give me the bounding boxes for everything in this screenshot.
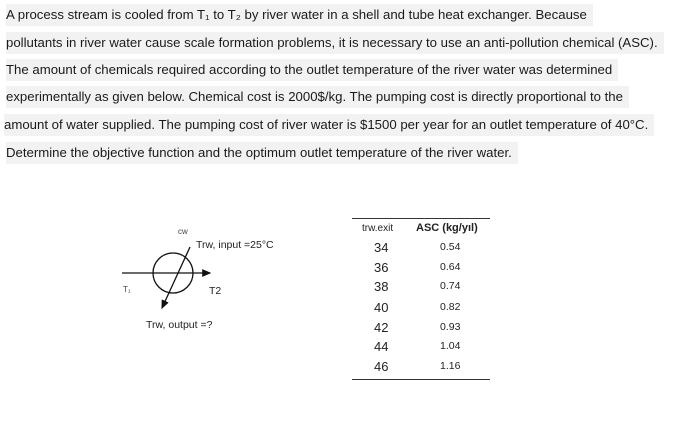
header-trw-exit: trw.exit	[362, 223, 394, 234]
table-row	[352, 300, 492, 320]
asc-cell: 1.04	[440, 340, 461, 352]
trw-exit-cell: 46	[374, 359, 389, 374]
trw-exit-cell: 34	[374, 240, 389, 255]
trw-exit-cell: 42	[374, 320, 389, 335]
problem-line-6: Determine the objective function and the optimum outlet temperature of the river water.	[6, 142, 518, 164]
header-asc: ASC (kg/yıl)	[416, 222, 478, 234]
table-bottom-rule	[352, 379, 490, 380]
asc-cell: 0.74	[440, 280, 461, 292]
t2-label: T2	[209, 285, 222, 297]
heat-exchanger-diagram	[118, 222, 298, 342]
problem-line-2: pollutants in river water cause scale formation problems, it is necessary to use an anti-pollution chemical (ASC).	[6, 32, 664, 54]
river-water-arrow	[162, 247, 190, 308]
table-row	[352, 279, 492, 299]
trw-exit-cell: 44	[374, 339, 389, 354]
trw-exit-cell: 38	[374, 279, 389, 294]
trw-exit-cell: 36	[374, 260, 389, 275]
table-row	[352, 260, 492, 280]
asc-cell: 0.82	[440, 301, 461, 313]
asc-cell: 0.93	[440, 321, 461, 333]
t1-label: T₁	[123, 285, 131, 294]
table-row	[352, 339, 492, 359]
asc-cell: 1.16	[440, 360, 461, 372]
trw-exit-cell: 40	[374, 300, 389, 315]
problem-line-4: experimentally as given below. Chemical cost is 2000$/kg. The pumping cost is directly proportional to the	[6, 86, 629, 108]
table-row	[352, 320, 492, 340]
table-row	[352, 240, 492, 260]
problem-line-1: A process stream is cooled from T₁ to T₂ by river water in a shell and tube heat exchanger. Because	[6, 4, 593, 26]
outlet-temperature-label: Trw, output =?	[146, 319, 213, 331]
inlet-temperature-label: Trw, input =25°C	[196, 239, 274, 251]
table-top-rule	[352, 218, 490, 219]
problem-line-3: The amount of chemicals required according to the outlet temperature of the river water was determined	[6, 59, 618, 81]
table-header-row	[352, 220, 492, 238]
problem-line-5: amount of water supplied. The pumping cost of river water is $1500 per year for an outlet temperature of 40°C.	[4, 114, 654, 136]
asc-cell: 0.54	[440, 241, 461, 253]
asc-cell: 0.64	[440, 261, 461, 273]
table-row	[352, 359, 492, 379]
cw-label: cw	[178, 227, 188, 236]
